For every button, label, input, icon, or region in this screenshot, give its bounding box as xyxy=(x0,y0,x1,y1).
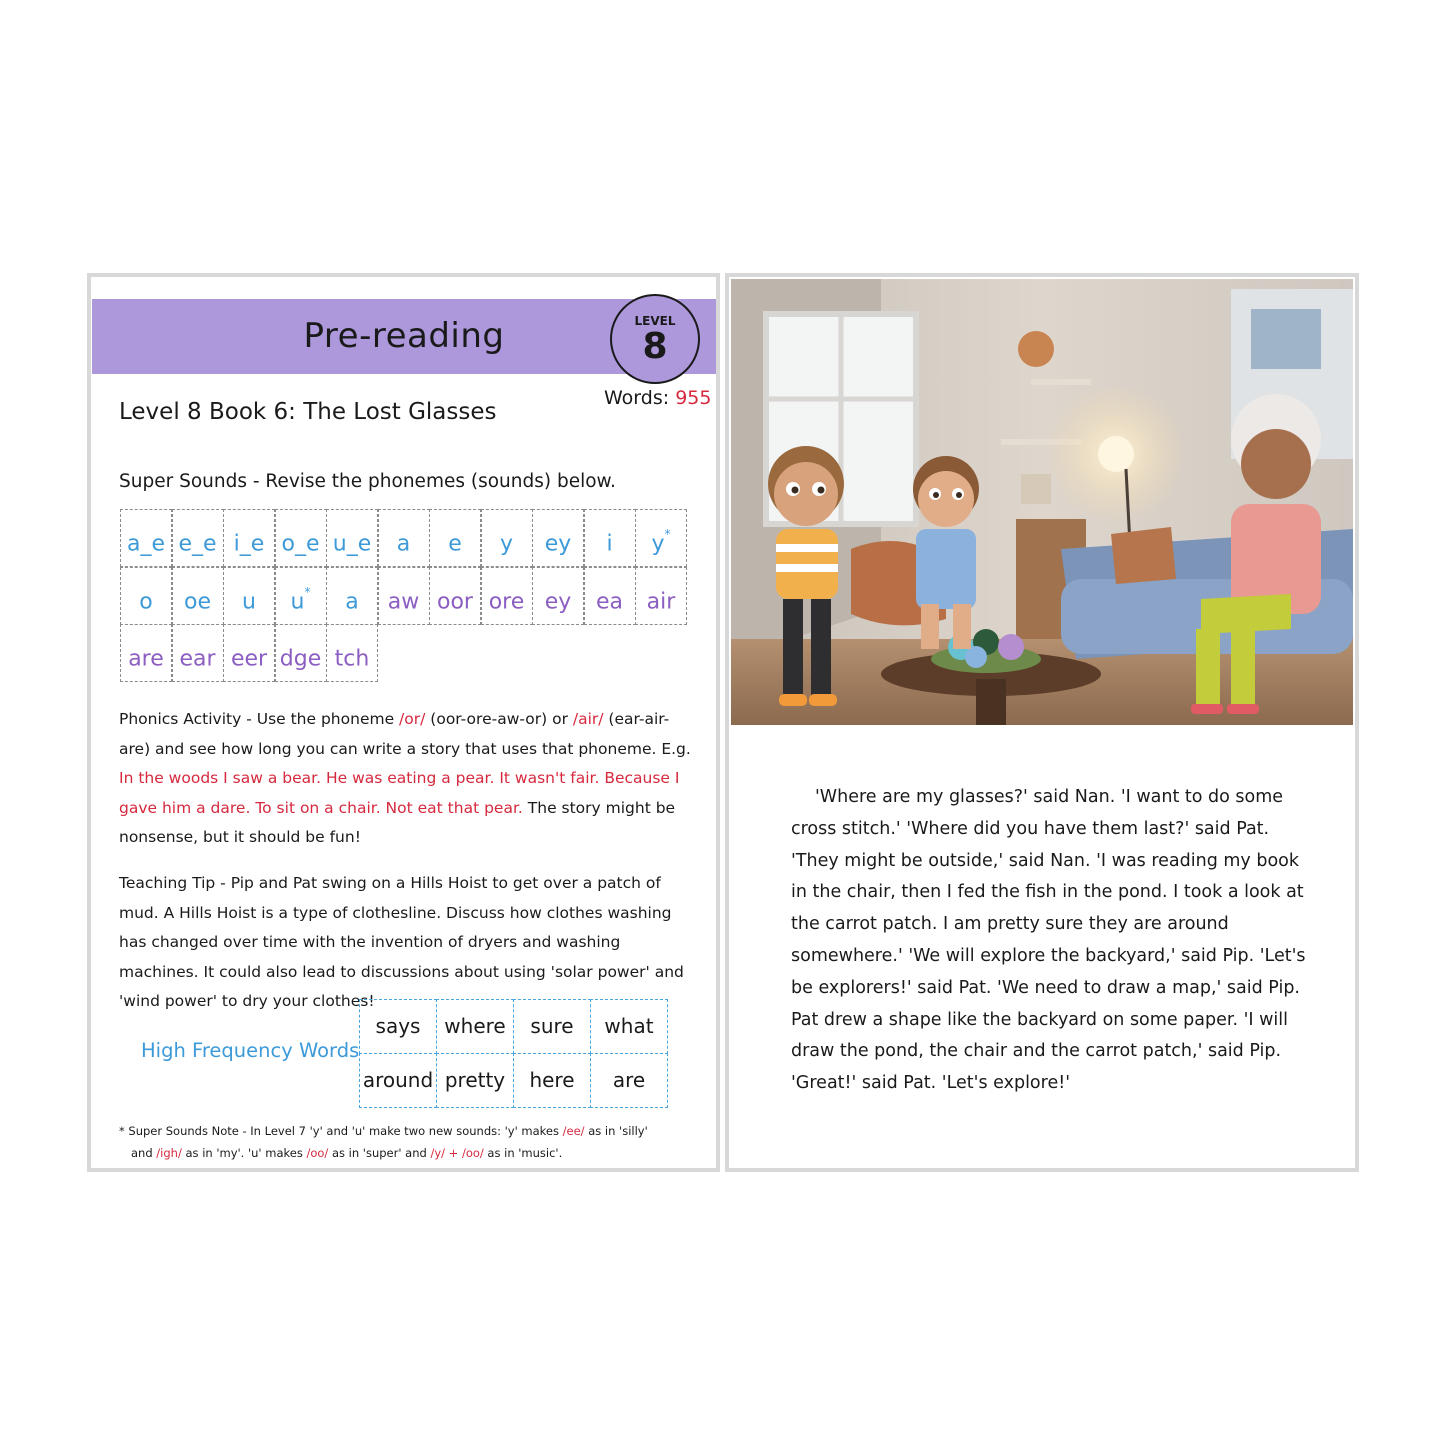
sound-text: ore xyxy=(488,588,525,614)
sound-cell xyxy=(326,509,378,567)
sound-cell xyxy=(120,567,172,625)
sound-cell xyxy=(378,567,430,625)
story-text: 'Where are my glasses?' said Nan. 'I want to do some cross stitch.' 'Where did you have them last?' said Pat. 'They might be outside,' said Nan. 'I was reading my book in the chair, then I fed the fish in the pond. I took a look at the carrot patch. I am pretty sure they are around somewhere.' 'We will explore the backyard,' said Pip. 'Let's be explorers!' said Pat. 'We need to draw a map,' said Pip. Pat drew a shape like the backyard on some paper. 'I will draw the pond, the chair and the carrot patch,' said Pip. 'Great!' said Pat. 'Let's explore!' xyxy=(791,787,1306,1094)
high-frequency-word: pretty xyxy=(436,1053,514,1108)
phonics-activity xyxy=(119,705,691,853)
word-count xyxy=(604,387,711,409)
sound-cell xyxy=(584,509,636,567)
sound-cell xyxy=(584,567,636,625)
sound-cell xyxy=(429,509,481,567)
sound-text: dge xyxy=(279,646,322,672)
sound-text: e xyxy=(448,531,462,557)
sound-text: u xyxy=(290,588,305,614)
sound-text: ey xyxy=(544,588,572,614)
sound-text: o xyxy=(139,588,153,614)
sound-text: air xyxy=(646,588,676,614)
high-frequency-word: here xyxy=(513,1053,591,1108)
high-frequency-words-label: High Frequency Words xyxy=(141,1039,360,1062)
sound-cell xyxy=(275,567,327,625)
high-frequency-word: says xyxy=(359,999,437,1054)
page-title: Pre-reading xyxy=(303,316,505,356)
footnote-ee: /ee/ xyxy=(562,1124,585,1138)
sound-text: tch xyxy=(334,646,370,672)
sound-text: a xyxy=(345,588,359,614)
living-room-scene-image xyxy=(731,279,1353,725)
sound-text: u_e xyxy=(332,531,372,557)
level-badge xyxy=(610,294,700,384)
sound-text: ear xyxy=(179,646,216,672)
sound-text: ea xyxy=(595,588,624,614)
word-count-value: 955 xyxy=(675,387,712,409)
sound-star: * xyxy=(304,584,311,599)
word-count-label: Words: xyxy=(604,387,670,409)
phonics-text-1: Phonics Activity - Use the phoneme xyxy=(119,710,400,728)
sound-text: o_e xyxy=(281,531,320,557)
sound-text: y xyxy=(499,531,514,557)
sound-text: oor xyxy=(437,588,473,614)
sound-text: i xyxy=(606,531,613,557)
sound-cell xyxy=(635,509,687,567)
sound-cell xyxy=(223,509,275,567)
phonics-text-4: The story might be nonsense, but it should be fun! xyxy=(119,798,676,846)
high-frequency-word: are xyxy=(590,1053,668,1108)
high-frequency-word: what xyxy=(590,999,668,1054)
sound-text: i_e xyxy=(233,531,265,557)
footnote-text-3: and xyxy=(131,1146,157,1160)
super-sounds-footnote xyxy=(119,1120,699,1164)
story-page xyxy=(725,273,1359,1172)
phoneme-air: /air/ xyxy=(572,710,604,728)
sound-cell xyxy=(532,509,584,567)
sound-text: y xyxy=(651,531,665,557)
footnote-text-1: * Super Sounds Note - In Level 7 'y' and 'u' make two new sounds: 'y' makes xyxy=(119,1124,563,1138)
sound-cell xyxy=(378,509,430,567)
footnote-text-5: as in 'super' and xyxy=(328,1146,431,1160)
sound-text: e_e xyxy=(178,531,217,557)
level-number: 8 xyxy=(642,326,668,367)
super-sounds-heading: Super Sounds - Revise the phonemes (sounds) below. xyxy=(119,471,616,492)
footnote-y-oo: /y/ + /oo/ xyxy=(430,1146,484,1160)
high-frequency-word: around xyxy=(359,1053,437,1108)
sound-star: * xyxy=(664,527,671,541)
sound-text: a xyxy=(396,531,411,557)
sound-text: ey xyxy=(544,531,572,557)
sound-cell xyxy=(326,624,378,682)
high-frequency-word: where xyxy=(436,999,514,1054)
footnote-text-2: as in 'silly' xyxy=(584,1124,648,1138)
book-title: Level 8 Book 6: The Lost Glasses xyxy=(119,399,497,425)
sound-cell xyxy=(326,567,378,625)
phonics-text-2: (oor-ore-aw-or) or xyxy=(425,710,573,728)
phoneme-or: /or/ xyxy=(399,710,426,728)
sound-text: aw xyxy=(387,588,420,614)
phonics-example: In the woods I saw a bear. He was eating a pear. It wasn't fair. Because I gave him a dare. To sit on a chair. Not eat that pear. xyxy=(119,769,680,817)
high-frequency-word: sure xyxy=(513,999,591,1054)
sound-text: oe xyxy=(184,588,211,614)
footnote-oo: /oo/ xyxy=(306,1146,329,1160)
sound-text: eer xyxy=(230,646,268,672)
sound-cell xyxy=(481,509,533,567)
sound-cell xyxy=(532,567,584,625)
phonics-text-3: (ear-air-are) and see how long you can write a story that uses that phoneme. E.g. xyxy=(119,710,691,758)
story-illustration xyxy=(731,279,1353,725)
footnote-text-4: as in 'my'. 'u' makes xyxy=(181,1146,307,1160)
sound-cell xyxy=(635,567,687,625)
sound-text: are xyxy=(128,646,164,672)
sound-cell xyxy=(172,509,224,567)
sound-text: a_e xyxy=(126,531,166,557)
sound-cell xyxy=(120,509,172,567)
sound-text: u xyxy=(242,588,256,614)
sound-cell xyxy=(223,567,275,625)
level-label: LEVEL xyxy=(634,314,676,328)
footnote-igh: /igh/ xyxy=(156,1146,182,1160)
sound-cell xyxy=(275,509,327,567)
pre-reading-page xyxy=(87,273,720,1172)
sound-cell xyxy=(172,567,224,625)
sound-cell xyxy=(429,567,481,625)
teaching-tip: Teaching Tip - Pip and Pat swing on a Hills Hoist to get over a patch of mud. A Hills Hoist is a type of clothesline. Discuss how clothes washing has changed over time with the invention of dryers and washing machines. It could also lead to discussions about using 'solar power' and 'wind power' to dry your clothes! xyxy=(119,874,684,1010)
sound-cell xyxy=(172,624,224,682)
sound-cell xyxy=(223,624,275,682)
sound-cell xyxy=(275,624,327,682)
sound-cell xyxy=(120,624,172,682)
sound-cell xyxy=(481,567,533,625)
footnote-text-6: as in 'music'. xyxy=(483,1146,563,1160)
